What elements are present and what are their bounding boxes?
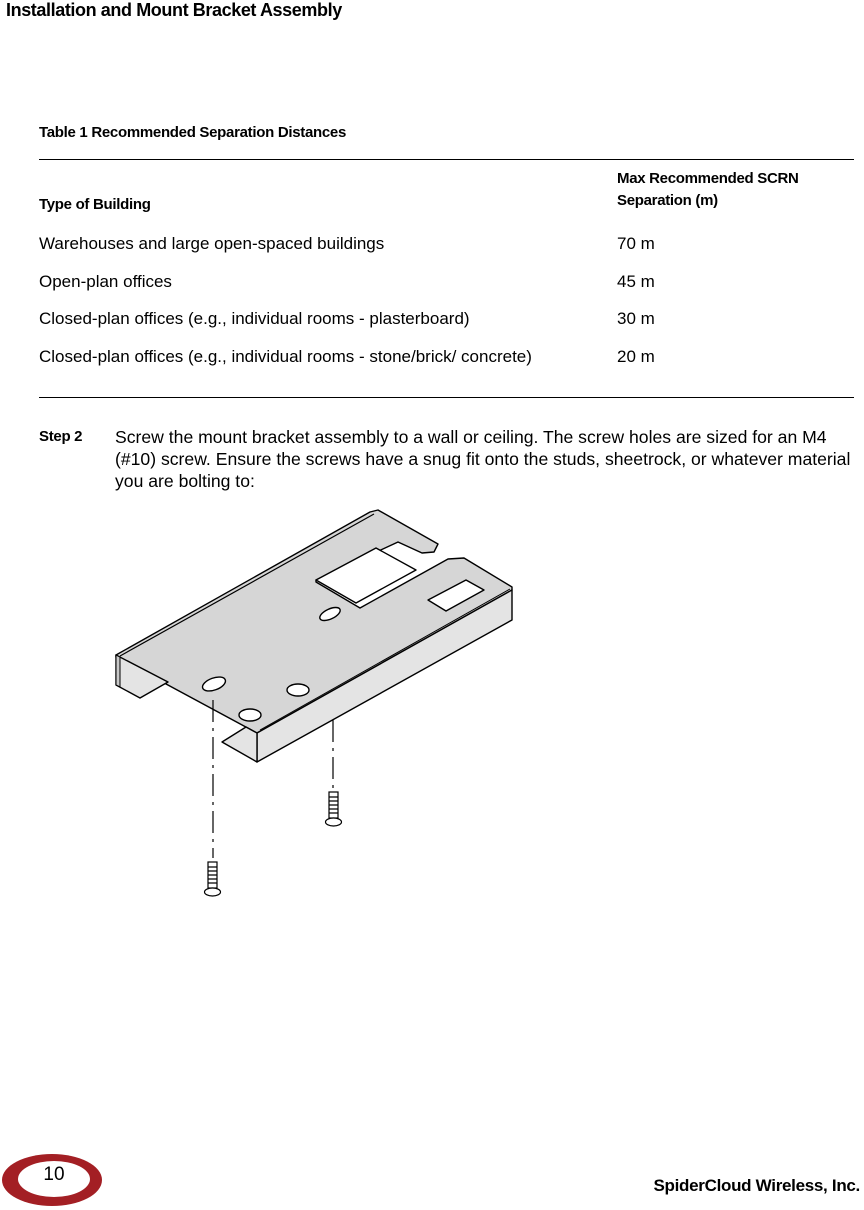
mounting-hole-3 [239, 709, 261, 721]
page-header-title: Installation and Mount Bracket Assembly [6, 0, 342, 20]
table-row-1-distance: 70 m [617, 234, 655, 253]
table-bottom-rule [39, 397, 854, 398]
column-header-distance-line2: Separation (m) [617, 192, 718, 209]
table-row-3-distance: 30 m [617, 309, 655, 328]
column-header-distance-line1: Max Recommended SCRN [617, 170, 799, 187]
table-row-4-building: Closed-plan offices (e.g., individual rooms - stone/brick/ concrete) [39, 347, 532, 366]
step-label: Step 2 [39, 428, 83, 445]
bracket-front-lip [222, 727, 257, 762]
table-row-3-building: Closed-plan offices (e.g., individual rooms - plasterboard) [39, 309, 470, 328]
column-header-building: Type of Building [39, 196, 151, 213]
screw-left [205, 862, 221, 896]
footer-company-name: SpiderCloud Wireless, Inc. [653, 1176, 860, 1195]
table-caption: Table 1 Recommended Separation Distances [39, 124, 346, 141]
table-row-4-distance: 20 m [617, 347, 655, 366]
mounting-hole-2 [287, 684, 309, 696]
page-number: 10 [43, 1164, 65, 1185]
step-instruction-text: Screw the mount bracket assembly to a wall or ceiling. The screw holes are sized for an M4 (#10) screw. Ensure the screws have a snug fit onto the studs, sheetrock, or whatever material you are bolting to: [115, 427, 851, 491]
column-header-distance [617, 168, 799, 212]
table-row-2-building: Open-plan offices [39, 272, 172, 291]
table-row-2-distance: 45 m [617, 272, 655, 291]
table-row-1-building: Warehouses and large open-spaced buildings [39, 234, 385, 253]
screw-right [326, 792, 342, 826]
table-top-rule [39, 159, 854, 160]
mount-bracket-illustration [0, 500, 864, 910]
